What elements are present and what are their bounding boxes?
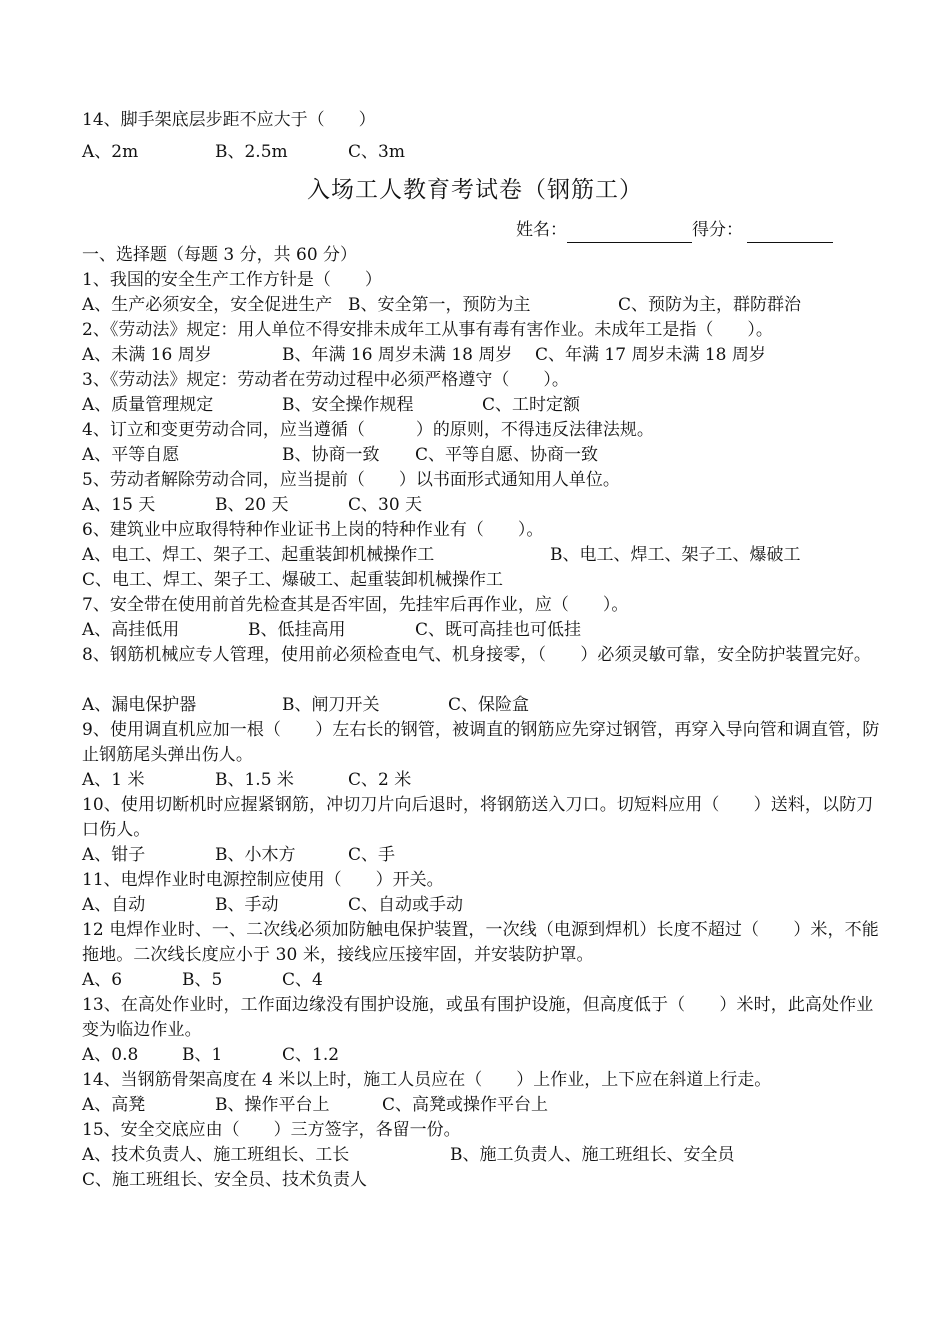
- option-c: C、保险盒: [448, 695, 530, 715]
- option-b: B、施工负责人、施工班组长、安全员: [450, 1145, 735, 1165]
- question-7: 7、安全带在使用前首先检查其是否牢固，先挂牢后再作业，应（ ）。: [82, 595, 629, 615]
- question-3: 3、《劳动法》规定：劳动者在劳动过程中必须严格遵守（ ）。: [82, 370, 569, 390]
- name-label: 姓名：: [516, 220, 567, 240]
- option-c: C、4: [282, 970, 323, 990]
- option-b: B、电工、焊工、架子工、爆破工: [550, 545, 801, 565]
- question-12: 12 电焊作业时、一、二次线必须加防触电保护装置，一次线（电源到焊机）长度不超过（ ）米，不能拖地。二次线长度应小于 30 米，接线应压接牢固，并安装防护罩。: [82, 920, 879, 965]
- option-c: C、工时定额: [482, 395, 581, 415]
- option-a: A、1 米: [82, 770, 145, 790]
- option-a: A、高挂低用: [82, 620, 180, 640]
- question-5: 5、劳动者解除劳动合同，应当提前（ ）以书面形式通知用人单位。: [82, 470, 620, 490]
- option-c: C、手: [348, 845, 396, 865]
- option-b: B、低挂高用: [248, 620, 346, 640]
- question-14: 14、当钢筋骨架高度在 4 米以上时，施工人员应在（ ）上作业，上下应在斜道上行走。: [82, 1070, 772, 1090]
- name-field[interactable]: [567, 222, 692, 243]
- exam-title: 入场工人教育考试卷（钢筋工）: [307, 177, 643, 203]
- option-a: A、未满 16 周岁: [82, 345, 212, 365]
- option-b: B、1: [182, 1045, 223, 1065]
- option-c: C、2 米: [348, 770, 412, 790]
- option-b: B、年满 16 周岁未满 18 周岁: [282, 345, 513, 365]
- option-b: B、5: [182, 970, 223, 990]
- option-b: B、20 天: [215, 495, 289, 515]
- option-c: C、高凳或操作平台上: [382, 1095, 549, 1115]
- option-a: A、电工、焊工、架子工、起重装卸机械操作工: [82, 545, 435, 565]
- question-2: 2、《劳动法》规定：用人单位不得安排未成年工从事有毒有害作业。未成年工是指（ ）。: [82, 320, 773, 340]
- question-9: 9、使用调直机应加一根（ ）左右长的钢管，被调直的钢筋应先穿过钢管，再穿入导向管和调直管，防止钢筋尾头弹出伤人。: [82, 720, 880, 765]
- option-c: C、自动或手动: [348, 895, 464, 915]
- score-label: 得分：: [692, 220, 743, 240]
- option-a: A、生产必须安全，安全促进生产: [82, 295, 333, 315]
- question-11: 11、电焊作业时电源控制应使用（ ）开关。: [82, 870, 444, 890]
- option-c: C、年满 17 周岁未满 18 周岁: [535, 345, 766, 365]
- option-b: B、2.5m: [215, 142, 288, 162]
- option-a: A、钳子: [82, 845, 146, 865]
- option-b: B、手动: [215, 895, 279, 915]
- question-14-scaffold: 14、脚手架底层步距不应大于（ ）: [82, 110, 376, 130]
- option-c: C、预防为主，群防群治: [618, 295, 802, 315]
- question-13: 13、在高处作业时，工作面边缘没有围护设施，或虽有围护设施，但高度低于（ ）米时，此高处作业变为临边作业。: [82, 995, 874, 1040]
- option-b: B、安全第一，预防为主: [348, 295, 531, 315]
- option-a: A、6: [82, 970, 123, 990]
- option-b: B、协商一致: [282, 445, 380, 465]
- option-c: C、既可高挂也可低挂: [415, 620, 582, 640]
- option-b: B、安全操作规程: [282, 395, 414, 415]
- option-b: B、操作平台上: [215, 1095, 330, 1115]
- option-c: C、1.2: [282, 1045, 340, 1065]
- question-8: 8、钢筋机械应专人管理，使用前必须检查电气、机身接零，（ ）必须灵敏可靠，安全防护装置完好。: [82, 645, 872, 665]
- option-c: C、3m: [348, 142, 405, 162]
- option-a: A、质量管理规定: [82, 395, 214, 415]
- name-score-row: [516, 218, 833, 243]
- option-b: B、小木方: [215, 845, 296, 865]
- option-c: C、平等自愿、协商一致: [415, 445, 599, 465]
- option-a: A、高凳: [82, 1095, 146, 1115]
- section-heading: 一、选择题（每题 3 分，共 60 分）: [82, 245, 358, 265]
- option-a: A、2m: [82, 142, 139, 162]
- option-c: C、电工、焊工、架子工、爆破工、起重装卸机械操作工: [82, 570, 504, 590]
- question-10: 10、使用切断机时应握紧钢筋，冲切刀片向后退时，将钢筋送入刀口。切短料应用（ ）送料，以防刀口伤人。: [82, 795, 874, 840]
- question-1: 1、我国的安全生产工作方针是（ ）: [82, 270, 382, 290]
- option-b: B、1.5 米: [215, 770, 294, 790]
- option-a: A、15 天: [82, 495, 156, 515]
- option-b: B、闸刀开关: [282, 695, 380, 715]
- option-a: A、平等自愿: [82, 445, 180, 465]
- question-15: 15、安全交底应由（ ）三方签字，各留一份。: [82, 1120, 461, 1140]
- option-c: C、施工班组长、安全员、技术负责人: [82, 1170, 368, 1190]
- option-a: A、自动: [82, 895, 146, 915]
- question-6: 6、建筑业中应取得特种作业证书上岗的特种作业有（ ）。: [82, 520, 544, 540]
- option-c: C、30 天: [348, 495, 423, 515]
- question-4: 4、订立和变更劳动合同，应当遵循（ ）的原则，不得违反法律法规。: [82, 420, 654, 440]
- option-a: A、0.8: [82, 1045, 139, 1065]
- score-field[interactable]: [747, 222, 833, 243]
- option-a: A、技术负责人、施工班组长、工长: [82, 1145, 350, 1165]
- option-a: A、漏电保护器: [82, 695, 197, 715]
